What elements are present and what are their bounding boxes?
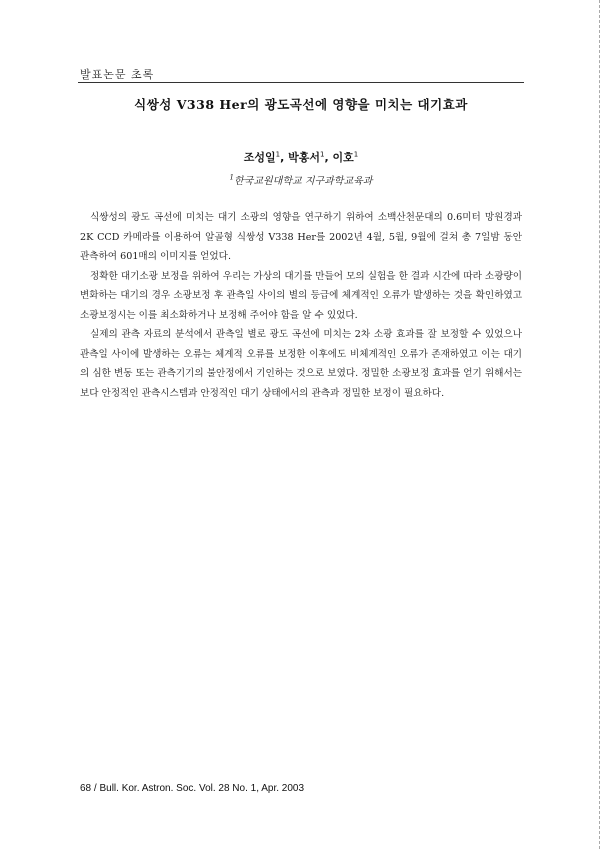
abstract-paragraph: 식쌍성의 광도 곡선에 미치는 대기 소광의 영향을 연구하기 위하여 소백산천문대의 0.6미터 망원경과 2K CCD 카메라를 이용하여 알골형 식쌍성 V338 Her를 2002년 4월, 5월, 9월에 걸쳐 총 7일밤 동안 관측하여 601매의 이미지를 얻었다. [80,212,522,262]
author-list: 조성일$^1$, 박홍서$^1$, 이호$^1$ [243,150,359,164]
author-name: 조성일 [243,151,276,164]
author-sup: 1 [353,150,359,159]
author-sup: 1 [320,150,325,159]
affiliation-sup: 1 [229,173,235,182]
author-name: 박홍서 [288,151,321,164]
affiliation [78,172,524,187]
footer-citation: 68 / Bull. Kor. Astron. Soc. Vol. 28 No. 1, Apr. 2003 [80,783,305,794]
header-rule [78,82,524,83]
paper-title: 식쌍성 V338 Her의 광도곡선에 영향을 미치는 대기효과 [134,97,468,112]
affiliation-text: 한국교원대학교 지구과학교육과 [234,176,373,187]
author-name: 이호 [332,151,354,164]
author-sup: 1 [275,150,281,159]
abstract-body [80,208,522,403]
section-label: 발표논문 초록 [80,68,155,81]
abstract-paragraph: 실제의 관측 자료의 분석에서 관측일 별로 광도 곡선에 미치는 2차 소광 효과를 잘 보정할 수 있었으나 관측일 사이에 발생하는 오류는 체계적 오류를 보정한 이후에도 비체계적인 오류가 존재하였고 이는 대기의 심한 변동 또는 관측기기의 불안정에서 기인하는 것으로 보였다. 정밀한 소광보정 효과를 얻기 위해서는 보다 안정적인 관측시스템과 안정적인 대기 상태에서의 관측과 정밀한 보정이 필요하다. [80,329,522,399]
abstract-paragraph: 정확한 대기소광 보정을 위하여 우리는 가상의 대기를 만들어 모의 실험을 한 결과 시간에 따라 소광량이 변화하는 대기의 경우 소광보정 후 관측일 사이의 별의 등급에 체계적인 오류가 발생하는 것을 확인하였고 소광보정시는 이를 최소화하거나 보정해 주어야 함을 알 수 있었다. [80,270,522,321]
